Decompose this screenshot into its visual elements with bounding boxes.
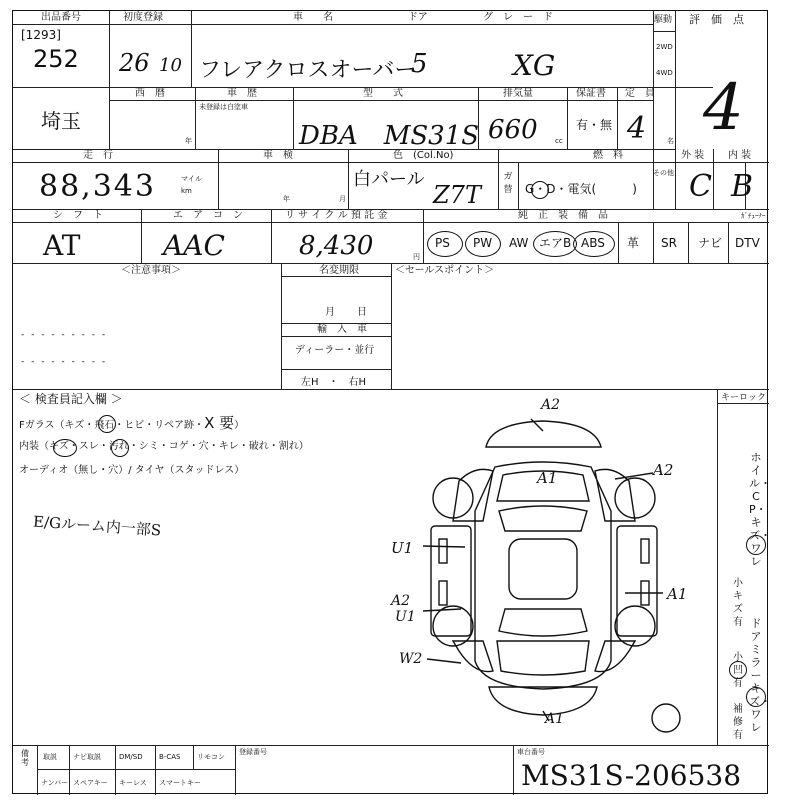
int-label: 内 装	[728, 150, 752, 161]
footer-navi-manual: ナビ取説	[73, 753, 101, 761]
car-diagram	[13, 11, 769, 795]
int-grade: B	[731, 169, 754, 204]
equip-dtv: DTV	[735, 236, 760, 250]
fuel-options: G・D・電気( )	[525, 182, 637, 196]
shift-label: シ フ ト	[53, 210, 103, 221]
footer-number: ナンバー	[41, 779, 69, 787]
mark-left-mid-a: A2	[391, 593, 411, 609]
inspector-line-1-text: Fガラス（キズ・飛石・ヒビ・リペア跡・	[19, 420, 205, 431]
drive-4wd: 4WD	[656, 69, 673, 77]
drive-label: 駆動	[654, 15, 673, 25]
warranty-options: 有・無	[576, 118, 613, 132]
sales-label: ＜セールスポイント＞	[395, 265, 495, 276]
caution-dash-2: - - - - - - - - -	[21, 357, 108, 367]
mark-top: A2	[541, 397, 561, 413]
reg-label: 登録番号	[239, 748, 267, 756]
grade: XG	[513, 49, 556, 82]
footer-remote: リモコン	[197, 753, 225, 761]
score: 4	[703, 71, 744, 145]
color-label: 色 (Col.No)	[393, 150, 454, 161]
footer-keyless: キーレス	[119, 779, 147, 787]
lot-ref: [1293]	[21, 28, 61, 42]
fuel-other: その他	[653, 169, 674, 177]
expiry-label: 名変期限	[319, 265, 359, 276]
side-door-mirror: ドアミラーキズ・ワレ	[749, 617, 771, 734]
mileage-label: 走 行	[83, 150, 113, 161]
footer-side-label: 備考	[21, 749, 29, 767]
inspection-label: 車 検	[263, 150, 293, 161]
capacity-unit: 名	[667, 137, 674, 145]
mark-bottom: A1	[545, 711, 565, 727]
key-lock-label: キーロック	[721, 393, 766, 403]
import-label: 輸 入 車	[317, 324, 367, 335]
yen-unit: 円	[413, 253, 420, 261]
side-repair: 補修有	[733, 704, 743, 741]
recycle-label: リ サ イ ク ル 預 託 金	[285, 210, 388, 221]
inspector-line-1-mark: X 要	[204, 414, 235, 432]
color: 白パール	[353, 169, 425, 190]
capacity: 4	[627, 111, 647, 146]
history-sub: 未登録は白塗車	[199, 103, 248, 111]
mark-front-right: A2	[653, 461, 674, 479]
equipment-label: 純 正 装 備 品	[518, 210, 608, 221]
dealer-label: ディーラー・並行	[295, 345, 375, 356]
car-name: フレアクロスオーバー	[199, 58, 417, 83]
recycle-fee: 8,430	[299, 231, 374, 261]
equip-airbag: エアB	[539, 236, 572, 250]
drive-2wd: 2WD	[656, 43, 673, 51]
year-label: 西 暦	[135, 88, 165, 99]
ext-label: 外 装	[681, 150, 705, 161]
first-reg-year: 26	[119, 49, 150, 77]
ext-grade: C	[689, 169, 712, 204]
mile-unit: マイル	[181, 175, 202, 183]
equip-leather: 革	[627, 236, 640, 250]
color-code: Z7T	[433, 181, 481, 209]
doors: 5	[411, 49, 428, 79]
footer-smart-key: スマートキー	[159, 779, 201, 787]
inspector-line-2: 内装（キズ・スレ・汚れ・シミ・コゲ・穴・キレ・破れ・割れ）	[19, 441, 309, 452]
side-small-scratch: 小キズ有	[733, 578, 743, 628]
fuel-label: 燃 料	[593, 150, 623, 161]
capacity-label: 定 員	[625, 88, 655, 99]
warranty-label: 保証書	[576, 88, 606, 99]
tuner-label: ｶﾞﾁｭｰﾅｰ	[741, 212, 766, 220]
footer-spare-key: スペアキー	[73, 779, 108, 787]
equip-aw: AW	[509, 236, 529, 250]
displacement-label: 排気量	[503, 88, 533, 99]
lot-number: 252	[33, 45, 79, 73]
footer-dm-sd: DM/SD	[119, 753, 143, 761]
footer-bcas: B-CAS	[159, 753, 181, 761]
auction-sheet	[12, 10, 771, 794]
footer-manual: 取説	[43, 753, 57, 761]
inspector-note: E/Gルーム内一部S	[32, 512, 162, 540]
caution-dash-1: - - - - - - - - -	[21, 330, 108, 340]
ac: AAC	[163, 229, 225, 262]
mark-hood: A1	[537, 469, 558, 487]
km-unit: km	[181, 187, 192, 195]
shift: AT	[43, 229, 81, 262]
expiry-day: 日	[357, 307, 367, 318]
eval-label: 評 価 点	[689, 13, 744, 26]
inspector-line-3: オーディオ（無し・穴）/ タイヤ（スタッドレス）	[19, 465, 245, 476]
chassis-label: 車台番号	[517, 748, 545, 756]
first-reg-month: 10	[159, 55, 182, 76]
chassis-number: MS31S-206538	[521, 759, 742, 792]
mark-left-front: U1	[391, 539, 414, 557]
equip-navi: ナビ	[698, 236, 723, 250]
model: DBA MS31S	[299, 121, 480, 151]
mark-left-mid-b: U1	[395, 609, 416, 625]
year-suffix: 年	[185, 137, 192, 145]
inspection-year: 年	[283, 195, 290, 203]
model-label: 型 式	[363, 88, 403, 99]
mark-left-rear: W2	[399, 651, 423, 667]
lot-label: 出品番号	[41, 12, 81, 23]
equip-ps: PS	[435, 236, 450, 250]
inspector-line-1-end: ）	[234, 420, 245, 431]
displacement: 660	[488, 115, 538, 145]
car-name-label: 車 名	[293, 12, 333, 23]
equip-abs: ABS	[581, 236, 605, 250]
fuel-side: ガ 替	[503, 172, 513, 195]
first-reg-label: 初度登録	[123, 12, 163, 23]
door-label: ドア	[408, 12, 428, 23]
region: 埼玉	[41, 109, 81, 133]
equip-sr: SR	[661, 236, 677, 250]
inspection-month: 月	[339, 195, 346, 203]
grade-label: グ レ ー ド	[483, 12, 553, 23]
mileage: 88,343	[39, 169, 156, 204]
side-small-dent: 小凹有	[733, 652, 743, 689]
expiry-month: 月	[325, 307, 335, 318]
ac-label: エ ア コ ン	[173, 210, 243, 221]
inspector-title: ＜ 検査員記入欄 ＞	[19, 392, 123, 406]
equip-pw: PW	[473, 236, 493, 250]
mark-right-rear: A1	[667, 585, 688, 603]
side-wheel-text: ホイル・CP・キズ・ワレ	[749, 451, 771, 568]
caution-label: ＜注意事項＞	[121, 265, 181, 276]
cc-unit: cc	[555, 137, 563, 145]
history-label: 車 歴	[227, 88, 257, 99]
steering-label: 左H ・ 右H	[301, 377, 367, 388]
